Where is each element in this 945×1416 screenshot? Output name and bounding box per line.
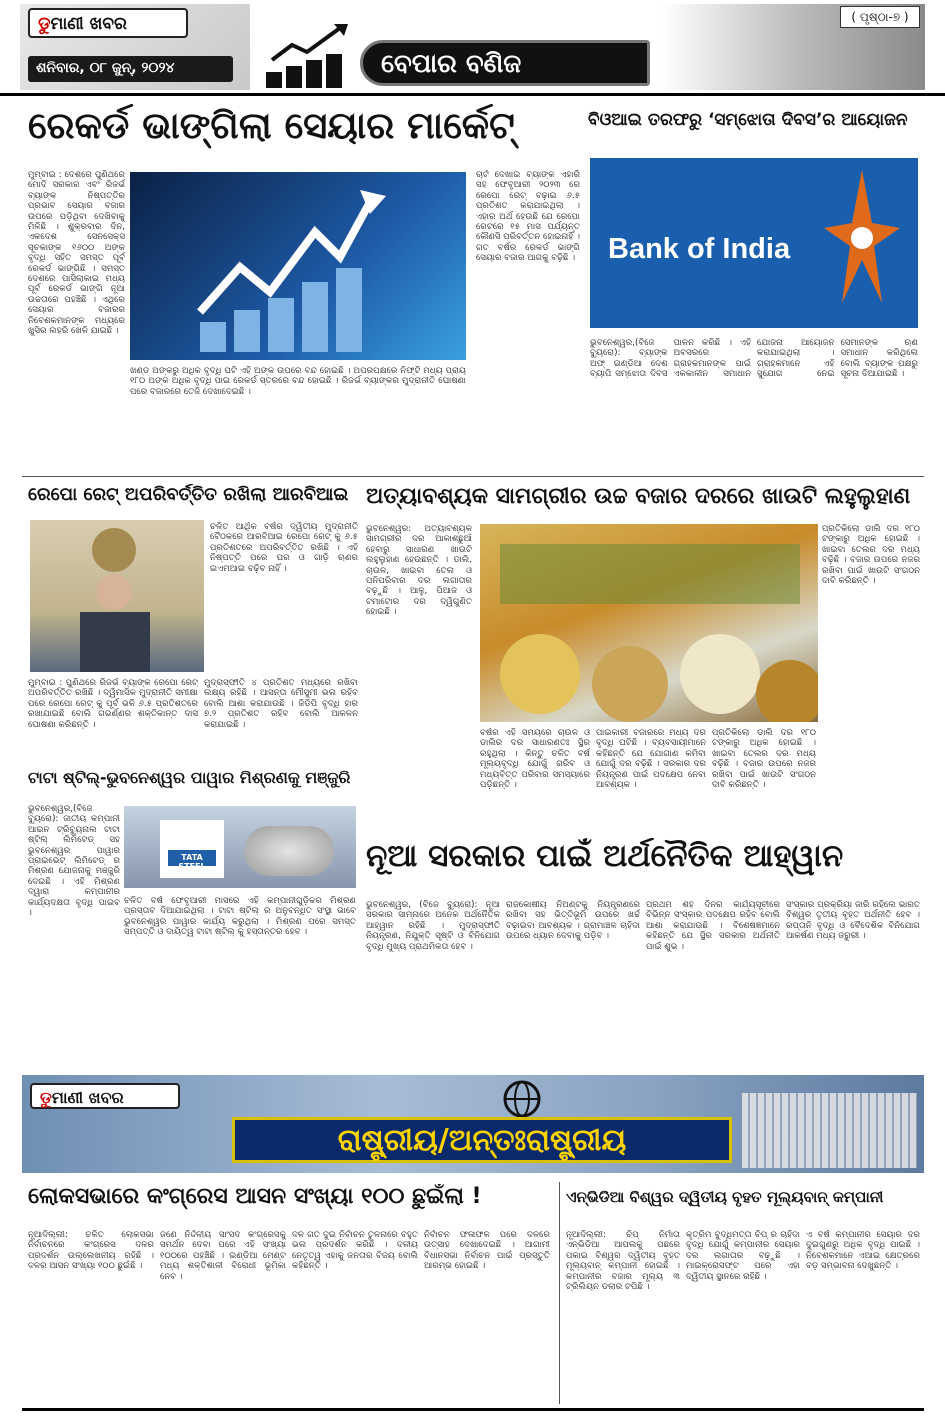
- footer-rule: [22, 1408, 924, 1411]
- article-govt-col1: ଭୁବନେଶ୍ୱର, (ବିଜେ ବ୍ୟୁରୋ): ନୂଆ ସରକାର ସାମ୍ନାରେ ଅନେକ ଅର୍ଥନୈତିକ ଆହ୍ୱାନ ରହିଛି । ମୁଦ୍ରାସ୍ଫୀତି ନିୟନ୍ତ୍ରଣ, ନିଯୁକ୍ତି ସୃଷ୍ଟି ଓ ବିନିଯୋଗ ବୃଦ୍ଧି ମୁଖ୍ୟ ପ୍ରାଥମିକତା ହେବ ।: [366, 900, 500, 952]
- article-boi: ଭୁବନେଶ୍ୱର,(ବିଜେ ବ୍ୟୁରୋ): ବ୍ୟାଙ୍କ ଅଫ୍ ଇଣ୍ଡିଆ ଦେଶ ବ୍ୟାପି ସମ୍ଝୋତା ଦିବସ ପାଳନ କରିଛି । ଏହି ଅବସରରେ ଗ୍ରାହକମାନଙ୍କ ପାଇଁ ଏକକାଳୀନ ସମାଧାନ ଯୋଜନା ଆୟୋଜନ କରାଯାଇଥିଲା । ଗ୍ରାହକମାନେ ଏହି ସୁଯୋଗ ନେଇ ସେମାନଙ୍କ ଋଣ ସମାଧାନ କରିଥିଲେ ବୋଲି ବ୍ୟାଙ୍କ ପକ୍ଷରୁ ସୂଚନା ଦିଆଯାଇଛି ।: [590, 338, 918, 380]
- article-tata-col1: ଭୁବନେଶ୍ୱର,(ବିଜେ ବ୍ୟୁରୋ): ଜାତୀୟ କମ୍ପାନୀ ଆଇନ ଟ୍ରିବ୍ୟୁନାଲ ଟାଟା ଷ୍ଟିଲ୍ ଲିମିଟେଡ୍ ସହ ଭୁବନେଶ୍ୱର ପାୱାର ପ୍ରାଇଭେଟ୍ ଲିମିଟେଡ୍ ର ମିଶ୍ରଣ ଯୋଜନାକୁ ମଞ୍ଜୁରି ଦେଇଛି । ଏହି ମିଶ୍ରଣ ଦ୍ୱାରା କମ୍ପାନୀର କାର୍ଯ୍ୟଦକ୍ଷତା ବୃଦ୍ଧି ପାଇବ ।: [28, 804, 120, 919]
- article-govt-col3: ପ୍ରଥମ ଶହ ଦିନର କାର୍ଯ୍ୟସୂଚୀରେ ବିଭିନ୍ନ ସଂସ୍କାର ପଦକ୍ଷେପ ରହିବ ବୋଲି ଆଶା କରାଯାଉଛି । ବିଶେଷଜ୍ଞମାନେ କହିଛନ୍ତି ଯେ ସ୍ଥିର ସରକାର ଅର୍ଥନୀତି ପାଇଁ ଶୁଭ ।: [646, 900, 780, 952]
- article-prices-col3b: ପ୍ରତିକିଲୋ ଡାଲି ଦର ୧୮୦ ଟଙ୍କାରୁ ଅଧିକ ହୋଇଛି । ଖାଇବା ତେଲର ଦର ମଧ୍ୟ ବଢ଼ିଛି । ବଜାର ଉପରେ ନଜର ରଖିବା ପାଇଁ ଖାଉଟି ସଂଗଠନ ଦାବି କରିଛନ୍ତି ।: [712, 728, 816, 791]
- headline-repo: ରେପୋ ରେଟ୍ ଅପରିବର୍ତ୍ତିତ ରଖିଲା ଆରବିଆଇ: [28, 484, 349, 505]
- tata-steel-sign: TATA STEEL: [168, 850, 216, 866]
- article-nvidia-col1: ନୂଆଦିଲ୍ଲୀ: ଚିପ୍ ନିର୍ମାତା ଏନ୍‌ଭିଡିଆ ଆପଲକୁ ପଛରେ ପକାଇ ବିଶ୍ୱର ଦ୍ୱିତୀୟ ବୃହତ ମୂଲ୍ୟବାନ୍ କମ୍ପାନୀ ହୋଇଛି । କମ୍ପାନୀର ବଜାର ମୂଲ୍ୟ ୩ ଟ୍ରିଲିୟନ ଡଲାର ଟପିଛି ।: [566, 1230, 680, 1293]
- brand-red-part: ଡୁ: [38, 14, 51, 34]
- banner-brand-black: ମାଣୀ ଖବର: [51, 1088, 124, 1107]
- article-prices-col4: ପ୍ରତିକିଲୋ ଡାଲି ଦର ୧୮୦ ଟଙ୍କାରୁ ଅଧିକ ହୋଇଛି । ଖାଇବା ତେଲର ଦର ମଧ୍ୟ ବଢ଼ିଛି । ବଜାର ଉପରେ ନଜର ରଖିବା ପାଇଁ ଖାଉଟି ସଂଗଠନ ଦାବି କରିଛନ୍ତି ।: [822, 524, 920, 587]
- article-prices-col2: ବର୍ଷର ଏହି ସମୟରେ ଚାଉଳ ଓ ଡାଲିର ଦର ସାଧାରଣତଃ ସ୍ଥିର ରହୁଥିଲା । କିନ୍ତୁ ଚଳିତ ବର୍ଷ ମୂଲ୍ୟବୃଦ୍ଧି ଯୋଗୁଁ ଗରିବ ଓ ମଧ୍ୟବିତ୍ତ ପରିବାର ସମସ୍ୟାରେ ପଡ଼ିଛନ୍ତି ।: [480, 728, 590, 791]
- article-tata-col2: ଚଳିତ ବର୍ଷ ଫେବୃଆରୀ ମାସରେ ଏହି କମ୍ପାନୀଗୁଡ଼ିକର ମିଶ୍ରଣ ପ୍ରସ୍ତାବ ଦିଆଯାଇଥିଲା । ଟାଟା ଷ୍ଟିଲ୍ ର ଅନୁବନ୍ଧିତ ସଂସ୍ଥା ଭାବେ ଭୁବନେଶ୍ୱର ପାୱାର କାର୍ଯ୍ୟ କରୁଥିଲା । ମିଶ୍ରଣ ପରେ ସମସ୍ତ ସମ୍ପତ୍ତି ଓ ଦାୟିତ୍ୱ ଟାଟା ଷ୍ଟିଲ୍ କୁ ହସ୍ତାନ୍ତର ହେବ ।: [124, 896, 356, 938]
- headline-tata: ଟାଟା ଷ୍ଟିଲ୍-ଭୁବନେଶ୍ୱର ପାୱାର ମିଶ୍ରଣକୁ ମଞ୍ଜୁରି: [28, 768, 351, 787]
- tata-logo: [160, 820, 224, 878]
- bank-of-india-logo: [590, 158, 918, 328]
- banner-brand: [30, 1083, 180, 1109]
- stock-market-image: [130, 172, 466, 360]
- issue-date: ଶନିବାର, ୦୮ ଜୁନ୍, ୨୦୨୪: [28, 56, 233, 82]
- article-nvidia-col3: ଏ ବର୍ଷ କମ୍ପାନୀର ସେୟାର ଦର ଦୁଇଗୁଣରୁ ଅଧିକ ବୃଦ୍ଧି ପାଇଛି । ନିବେଶକମାନେ ଏଆଇ କ୍ଷେତ୍ରରେ ବଡ଼ ସମ୍ଭାବନା ଦେଖୁଛନ୍ତି ।: [806, 1230, 920, 1272]
- article-repo-col2: ମୁମ୍ବାଇ : ପୁଣିଥରେ ରିଜର୍ଭ ବ୍ୟାଙ୍କ ରେପୋ ରେଟ୍ ଅପରିବର୍ତ୍ତିତ ରଖିଛି । ଦ୍ୱିମାସିକ ମୁଦ୍ରାନୀତି ସମୀକ୍ଷା ପରେ ରେପୋ ରେଟ୍ କୁ ପୂର୍ବ ଭଳି ୬.୫ ପ୍ରତିଶତରେ ରଖାଯାଇଛି ବୋଲି ଗଭର୍ଣ୍ଣର ଶକ୍ତିକାନ୍ତ ଦାସ ଘୋଷଣା କରିଛନ୍ତି ।: [28, 678, 198, 730]
- headline-prices: ଅତ୍ୟାବଶ୍ୟକ ସାମଗ୍ରୀର ଉଚ୍ଚ ବଜାର ଦରରେ ଖାଉଟି ଲହୁଲୁହାଣ: [366, 484, 911, 509]
- article-prices-col1: ଭୁବନେଶ୍ୱର: ଅତ୍ୟାବଶ୍ୟକ ସାମଗ୍ରୀର ଦର ଆକାଶଛୁଆଁ ହେବାରୁ ସାଧାରଣ ଖାଉଟି ଲହୁଲୁହାଣ ହେଉଛନ୍ତି । ଡାଲି, ଚାଉଳ, ଖାଇବା ତେଲ ଓ ପନିପରିବାର ଦର ଲଗାତାର ବଢ଼ୁଛି । ଆଳୁ, ପିଆଜ ଓ ଟମାଟୋର ଦର ଦ୍ୱିଗୁଣିତ ହୋଇଛି ।: [366, 524, 472, 618]
- divider: [22, 476, 924, 477]
- headline-boi: ବିଓଆଇ ତରଫରୁ ‘ସମ୍ଝୋତା ଦିବସ’ର ଆୟୋଜନ: [588, 110, 908, 130]
- article-prices-col3: ପାଇକାରୀ ବଜାରରେ ମଧ୍ୟ ଦର ବୃଦ୍ଧି ଘଟିଛି । ବ୍ୟବସାୟୀମାନେ କହିଛନ୍ତି ଯେ ଯୋଗାଣ କମିବା ଯୋଗୁଁ ଦର ବଢ଼ିଛି । ସରକାର ଦର ନିୟନ୍ତ୍ରଣ ପାଇଁ ପଦକ୍ଷେପ ନେବା ଆବଶ୍ୟକ ।: [596, 728, 706, 791]
- bank-star-icon: [822, 168, 902, 308]
- page-number: ( ପୃଷ୍ଠା-୭ ): [840, 6, 920, 28]
- headline-congress: ଲୋକସଭାରେ କଂଗ୍ରେସ ଆସନ ସଂଖ୍ୟା ୧୦୦ ଛୁଇଁଲା !: [28, 1184, 482, 1209]
- article-congress-col3: ଦଳ ଗତ ଦୁଇ ନିର୍ବାଚନ ତୁଳନାରେ ବହୁତ ଭଲ ପ୍ରଦର୍ଶନ କରିଛି । ଦଳୀୟ ନେତୃତ୍ୱ ଏହାକୁ ଜନତାର ବିଜୟ ବୋଲି କହିଛନ୍ତି ।: [292, 1230, 418, 1272]
- headline-govt: ନୂଆ ସରକାର ପାଇଁ ଅର୍ଥନୈତିକ ଆହ୍ୱାନ: [366, 838, 844, 874]
- national-international-banner: [22, 1075, 924, 1173]
- article-share-market-col1: ମୁମ୍ବାଇ : ଦେଶରେ ପୁଣିଥରେ ମୋଦି ସରକାର ଏବଂ ରିଜର୍ଭ ବ୍ୟାଙ୍କ ନିଷ୍ପତ୍ତିର ପ୍ରଭାବ ସେୟାର ବଜାର ଉପରେ ପଡ଼ିଥିବା ଦେଖିବାକୁ ମିଳିଛି । ଶୁକ୍ରବାର ଦିନ, ଏକଦେଶ ସେନସେକ୍ସ ସୂଚକାଙ୍କ ୧୬୦୦ ଅଙ୍କ ବୃଦ୍ଧି ସହିତ ସମସ୍ତ ପୂର୍ବ ରେକର୍ଡ ଭାଙ୍ଗିଛି । ସମସ୍ତ ଦେଶରେ ପାସିଲାକାଇ ମଧ୍ୟ ପୂର୍ବ ରେକର୍ଡ ଭାଙ୍ଗି ନୂଆ ଉଚ୍ଚତାରେ ପହଞ୍ଚିଛି । ଏଥିରେ ସେୟାର ବଜାରର ନିବେଶକମାନଙ୍କ ମଧ୍ୟରେ ଖୁସିର ଲହରି ଖେଳି ଯାଇଛି ।: [28, 170, 125, 337]
- article-repo-col3: ମୁଦ୍ରାସ୍ଫୀତି ୪ ପ୍ରତିଶତ ମଧ୍ୟରେ ରଖିବା ଲକ୍ଷ୍ୟ ରହିଛି । ଆସନ୍ତା ମୌସୁମୀ ଭଲ ରହିବ ବୋଲି ଆଶା କରାଯାଉଛି । ଜିଡିପି ବୃଦ୍ଧି ହାର ୭.୨ ପ୍ରତିଶତ ରହିବ ବୋଲି ଆକଳନ କରାଯାଇଛି ।: [204, 678, 358, 730]
- building-image: [742, 1093, 917, 1168]
- masthead: [0, 0, 945, 96]
- article-congress-col4: ନିର୍ବାଚନ ଫଳାଫଳ ପରେ ଦଳରେ ଉତ୍ସାହ ଦେଖାଦେଇଛି । ଆଗାମୀ ବିଧାନସଭା ନିର୍ବାଚନ ପାଇଁ ପ୍ରସ୍ତୁତି ଆରମ୍ଭ ହୋଇଛି ।: [424, 1230, 550, 1272]
- headline-share-market: ରେକର୍ଡ ଭାଙ୍ଗିଲା ସେୟାର ମାର୍କେଟ୍: [28, 104, 515, 147]
- article-congress-col1: ନୂଆଦିଲ୍ଲୀ: ଚଳିତ ଲୋକସଭା ନିର୍ବାଚନରେ କଂଗ୍ରେସ ଦଳର ପ୍ରଦର୍ଶନ ଉଲ୍ଲେଖନୀୟ ରହିଛି । ଦଳର ଆସନ ସଂଖ୍ୟା ୧୦୦ ଛୁଇଁଛି ।: [28, 1230, 154, 1272]
- banner-brand-red: ଡୁ: [40, 1088, 52, 1107]
- article-nvidia-col2: କୃତ୍ରିମ ବୁଦ୍ଧିମତ୍ତା ଚିପ୍ ର ଚାହିଦା ବୃଦ୍ଧି ଯୋଗୁଁ କମ୍ପାନୀର ସେୟାର ଦର ଲଗାତାର ବଢ଼ୁଛି । ମାଇକ୍ରୋସଫ୍ଟ ପରେ ଏହା ଦ୍ୱିତୀୟ ସ୍ଥାନରେ ରହିଛି ।: [686, 1230, 800, 1282]
- newspaper-brand: [28, 8, 188, 38]
- rbi-governor-photo: [30, 520, 204, 672]
- article-govt-col2: ରାଜକୋଷୀୟ ନିଅଣ୍ଟକୁ ନିୟନ୍ତ୍ରଣରେ ରଖିବା ସହ ଭିତ୍ତିଭୂମି ଉପରେ ଖର୍ଚ୍ଚ ବଢ଼ାଇବା ଆବଶ୍ୟକ । ଗ୍ରାମାଞ୍ଚଳ ଚାହିଦା ଉପରେ ଧ୍ୟାନ ଦେବାକୁ ପଡ଼ିବ ।: [506, 900, 640, 942]
- globe-icon: [502, 1079, 542, 1119]
- section-title: ବେପାର ବଣିଜ: [360, 40, 650, 86]
- article-govt-col4: ସଂସ୍କାର ପ୍ରକ୍ରିୟା ଜାରି ରହିଲେ ଭାରତ ବିଶ୍ୱର ତୃତୀୟ ବୃହତ ଅର୍ଥନୀତି ହେବ । ରପ୍ତାନି ବୃଦ୍ଧି ଓ ବୈଦେଶିକ ବିନିଯୋଗ ଆକର୍ଷଣ ମଧ୍ୟ ଜରୁରୀ ।: [786, 900, 920, 942]
- bank-name: Bank of India: [608, 233, 791, 265]
- column-divider: [559, 1182, 560, 1404]
- article-share-market-col2: ଖଣ୍ଡ ଅଙ୍କରୁ ଅଧିକ ବୃଦ୍ଧି ଘଟି ଏହି ଅଙ୍କ ଉପରେ ବନ୍ଦ ହୋଇଛି । ଅପରପକ୍ଷରେ ନିଫ୍ଟି ମଧ୍ୟ ପ୍ରାୟ ୧୮୦ ଅଙ୍କ ଅଧିକ ବୃଦ୍ଧି ପାଇ ରେକର୍ଡ ସ୍ତରରେ ବନ୍ଦ ହୋଇଛି । ରିଜର୍ଭ ବ୍ୟାଙ୍କର ମୁଦ୍ରାନୀତି ଘୋଷଣା ପରେ ବଜାରରେ ତେଜି ଦେଖାଦେଇଛି ।: [130, 366, 466, 397]
- grocery-market-photo: [480, 524, 818, 722]
- article-repo-col1: ଚଳିତ ଆର୍ଥିକ ବର୍ଷର ଦ୍ୱିତୀୟ ମୁଦ୍ରାନୀତି ବୈଠକରେ ଆରବିଆଇ ରେପୋ ରେଟ୍ କୁ ୬.୫ ପ୍ରତିଶତରେ ଅପରିବର୍ତ୍ତିତ ରଖିଛି । ଏହି ନିଷ୍ପତ୍ତି ପରେ ଘର ଓ ଗାଡ଼ି ଋଣର ଇଏମଆଇ ବଢ଼ିବ ନାହିଁ ।: [210, 522, 358, 574]
- tata-steel-photo: [124, 806, 356, 888]
- headline-nvidia: ଏନ୍‌ଭିଡିଆ ବିଶ୍ୱର ଦ୍ୱିତୀୟ ବୃହତ ମୂଲ୍ୟବାନ୍ କମ୍ପାନୀ: [566, 1188, 884, 1206]
- article-share-market-col3: ଚାର୍ଟ ଦେଖାଇ ବ୍ୟାଙ୍କ ଏହାରି ସହ ଫେବୃଆରୀ ୨୦୨୩ ରେ ରେପୋ ରେଟ୍ ବଢ଼ାଇ ୬.୫ ପ୍ରତିଶତ କରାଯାଇଥିଲା । ଏହାର ଅର୍ଥ ହେଉଛି ଯେ ରେପୋ ରେଟରେ ୧୫ ମାସ ପର୍ଯ୍ୟନ୍ତ କୌଣସି ପରିବର୍ତ୍ତନ ହୋଇନାହିଁ । ଗତ ବର୍ଷର ରେକର୍ଡ ଭାଙ୍ଗି ସେୟାର ବଜାର ଆଗକୁ ବଢ଼ିଛି ।: [476, 170, 580, 264]
- banner-title: ରାଷ୍ଟ୍ରୀୟ/ଅନ୍ତଃରାଷ୍ଟ୍ରୀୟ: [232, 1117, 732, 1163]
- article-congress-col2: ଜଣେ ନିର୍ଦ୍ଦଳୀୟ ସାଂସଦ କଂଗ୍ରେସକୁ ସମର୍ଥନ ଦେବା ପରେ ଏହି ସଂଖ୍ୟା ୧୦୦ରେ ପହଞ୍ଚିଛି । ଇଣ୍ଡିଆ ମେଣ୍ଟ ମଧ୍ୟ ଶକ୍ତିଶାଳୀ ବିରୋଧୀ ଭୂମିକା ନେବ ।: [160, 1230, 286, 1282]
- coins-growth-icon: [262, 20, 354, 90]
- brand-black-part: ମାଣୀ ଖବର: [50, 14, 127, 34]
- steel-coil: [244, 826, 334, 876]
